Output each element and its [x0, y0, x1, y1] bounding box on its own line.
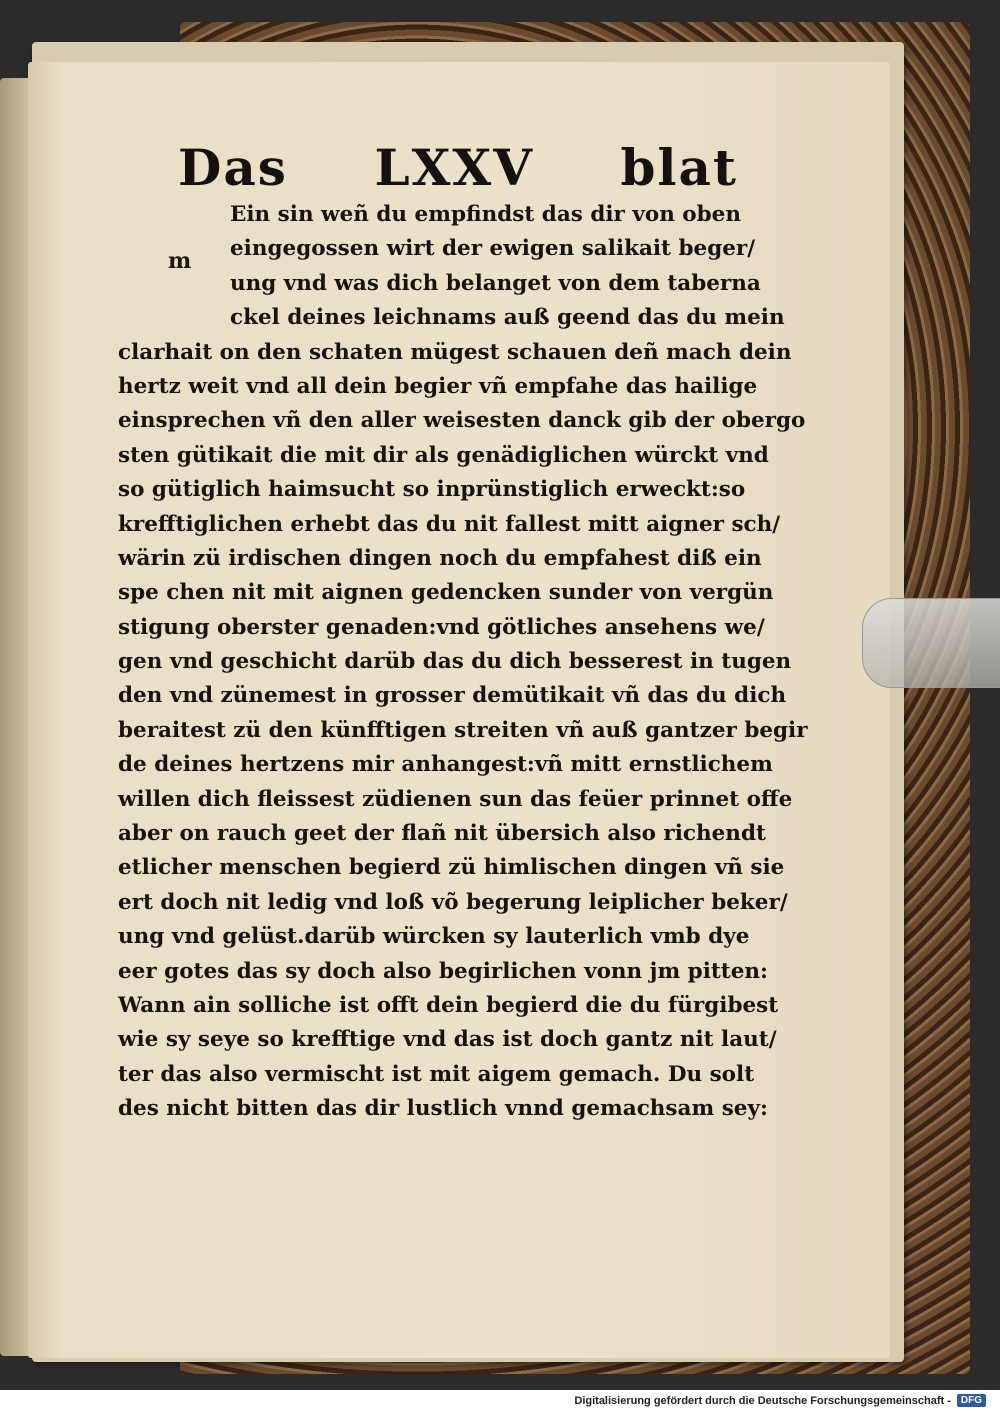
text-line: Wann ain solliche ist offt dein begierd die du fürgibest	[118, 992, 779, 1018]
footer-bar	[0, 1390, 1000, 1411]
text-line: aber on rauch geet der flañ nit übersich also richendt	[118, 821, 766, 847]
text-line: de deines hertzens mir anhangest:vñ mitt ernstlichem	[118, 752, 773, 778]
margin-mark: m	[168, 248, 192, 274]
head-word-blat: blat	[620, 138, 738, 197]
text-line: willen dich fleissest züdienen sun das feüer prinnet offe	[118, 786, 793, 812]
text-line: spe chen nit mit aignen gedencken sunder von vergün	[118, 580, 774, 606]
text-line: clarhait on den schaten mügest schauen deñ mach dein	[118, 339, 792, 365]
text-line: sten gütikait die mit dir als genädiglichen würckt vnd	[118, 442, 769, 468]
text-line: so gütiglich haimsucht so inprünstiglich erweckt:so	[118, 477, 746, 503]
body-text	[118, 198, 808, 1127]
text-line: ung vnd gelüst.darüb würcken sy lauterlich vmb dye	[118, 924, 750, 950]
text-line: eingegossen wirt der ewigen salikait beger/	[230, 236, 756, 262]
text-line: wie sy seye so krefftige vnd das ist doch gantz nit laut/	[118, 1027, 777, 1053]
text-line: einsprechen vñ den aller weisesten danck gib der obergo	[118, 408, 806, 434]
text-line: Ein sin weñ du empfindst das dir von oben	[230, 202, 741, 227]
folio-number: LXXV	[374, 138, 534, 197]
text-line: gen vnd geschicht darüb das du dich besserest in tugen	[118, 649, 792, 675]
text-line: stigung oberster genaden:vnd götliches ansehens we/	[118, 614, 765, 640]
text-line: ckel deines leichnams auß geend das du mein	[230, 305, 785, 331]
text-line: wärin zü irdischen dingen noch du empfahest diß ein	[118, 545, 762, 571]
funding-credit: Digitalisierung gefördert durch die Deutsche Forschungsgemeinschaft -	[574, 1394, 951, 1407]
text-line: eer gotes das sy doch also begirlichen vonn jm pitten:	[118, 958, 768, 984]
dfg-logo-icon: DFG	[957, 1394, 986, 1407]
page-clip	[862, 598, 1000, 688]
head-word-das: Das	[178, 138, 288, 197]
text-line: den vnd zünemest in grosser demütikait vñ das du dich	[118, 683, 787, 709]
text-line: hertz weit vnd all dein begier vñ empfahe das hailige	[118, 373, 758, 399]
text-line: etlicher menschen begierd zü himlischen dingen vñ sie	[118, 855, 785, 881]
text-line: ung vnd was dich belanget von dem taberna	[230, 270, 761, 296]
text-line: beraitest zü den künfftigen streiten vñ auß gantzer begir	[118, 717, 808, 743]
text-line: ter das also vermischt ist mit aigem gemach. Du solt	[118, 1061, 755, 1087]
text-line: ert doch nit ledig vnd loß võ begerung leiplicher beker/	[118, 889, 788, 915]
text-line: krefftiglichen erhebt das du nit fallest mitt aigner sch/	[118, 511, 781, 537]
text-line: des nicht bitten das dir lustlich vnnd gemachsam sey:	[118, 1096, 768, 1122]
